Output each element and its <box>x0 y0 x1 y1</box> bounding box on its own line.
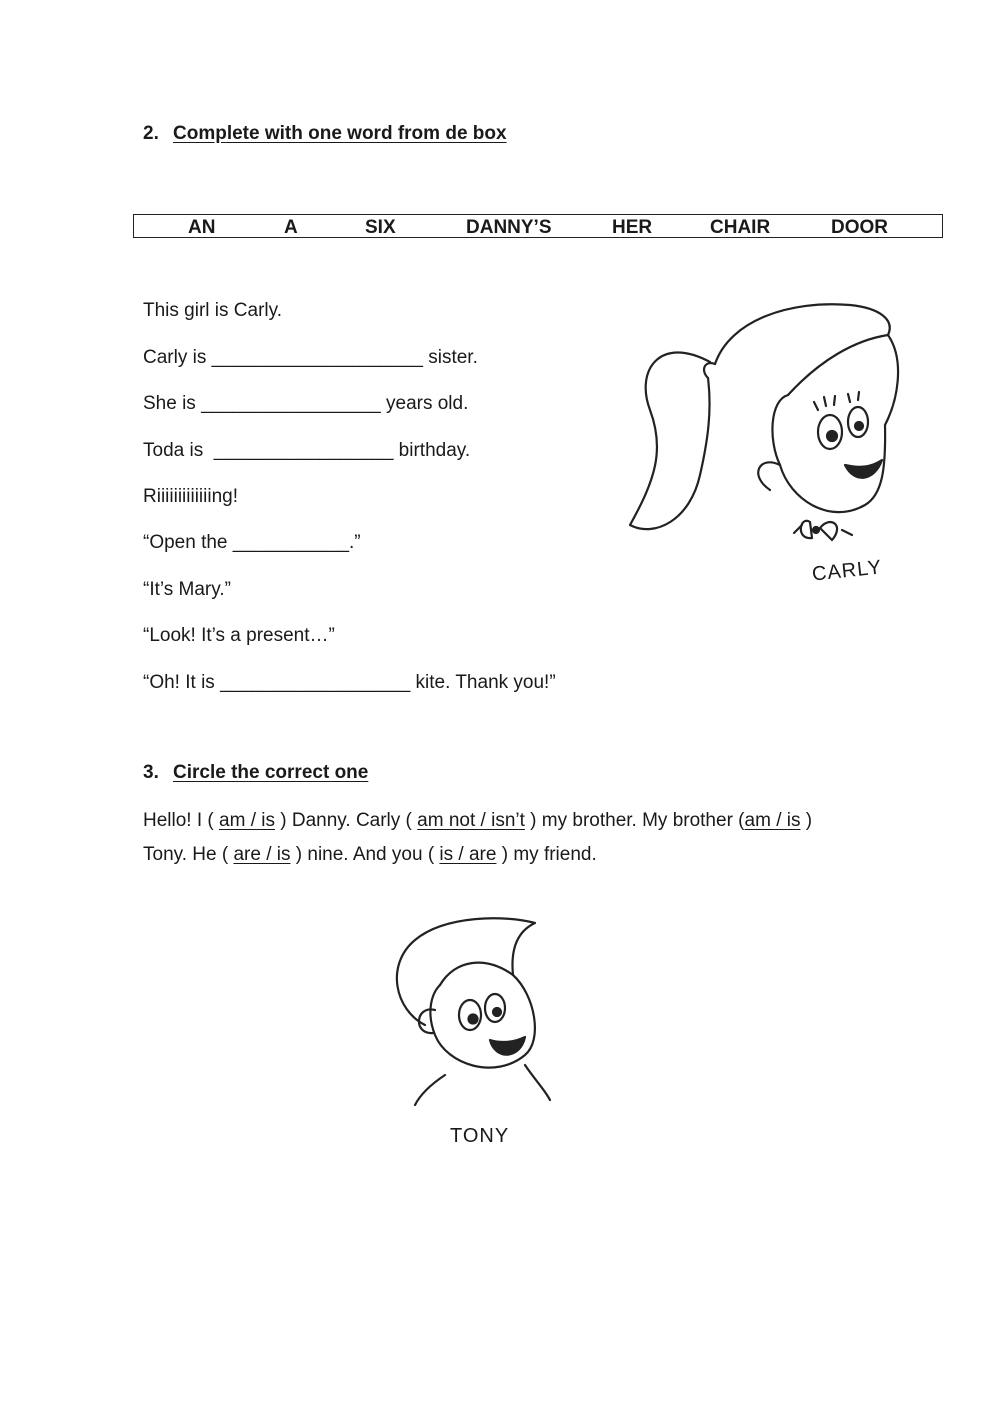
exercise-line: Carly is ____________________ sister. <box>143 347 478 368</box>
section-title: Complete with one word from de box <box>173 123 507 144</box>
choice-option[interactable]: are / is <box>233 844 291 865</box>
text: ) nine. And you ( <box>290 844 440 865</box>
exercise-line: “Oh! It is __________________ kite. Thank you!” <box>143 672 556 693</box>
choice-option[interactable]: am / is <box>219 810 275 831</box>
section-title: Circle the correct one <box>173 762 369 783</box>
text: ) Danny. Carly ( <box>274 810 418 831</box>
exercise-line: Toda is _________________ birthday. <box>143 440 471 461</box>
word-six: SIX <box>365 217 396 238</box>
text: ) <box>800 810 813 831</box>
exercise-line: This girl is Carly. <box>143 300 282 321</box>
circle-exercise-line-2 <box>143 838 943 872</box>
exercise-line: “Open the ___________.” <box>143 532 361 553</box>
exercise-line: “Look! It’s a present…” <box>143 625 335 646</box>
section-number: 3. <box>143 762 159 783</box>
text: Tony. He ( <box>143 844 234 865</box>
word-an: AN <box>188 217 216 238</box>
word-box <box>133 214 943 238</box>
section-number: 2. <box>143 123 159 144</box>
word-a: A <box>284 217 298 238</box>
word-chair: CHAIR <box>710 217 771 238</box>
tony-caption: TONY <box>450 1125 510 1147</box>
circle-exercise-line-1 <box>143 804 943 838</box>
exercise-line: Riiiiiiiiiiiiing! <box>143 486 239 507</box>
section-3-heading <box>143 762 368 784</box>
text: ) my brother. My brother ( <box>524 810 745 831</box>
exercise-line: She is _________________ years old. <box>143 393 469 414</box>
choice-option[interactable]: is / are <box>439 844 497 865</box>
carly-caption: CARLY <box>810 556 884 586</box>
tony-illustration <box>385 915 555 1115</box>
text: Hello! I ( <box>143 810 220 831</box>
carly-illustration <box>620 290 910 600</box>
word-door: DOOR <box>831 217 888 238</box>
word-her: HER <box>612 217 653 238</box>
exercise-line: “It’s Mary.” <box>143 579 231 600</box>
choice-option[interactable]: am / is <box>744 810 801 831</box>
section-2-heading <box>143 123 507 145</box>
word-dannys: DANNY’S <box>466 217 552 238</box>
choice-option[interactable]: am not / isn’t <box>417 810 525 831</box>
text: ) my friend. <box>496 844 597 865</box>
